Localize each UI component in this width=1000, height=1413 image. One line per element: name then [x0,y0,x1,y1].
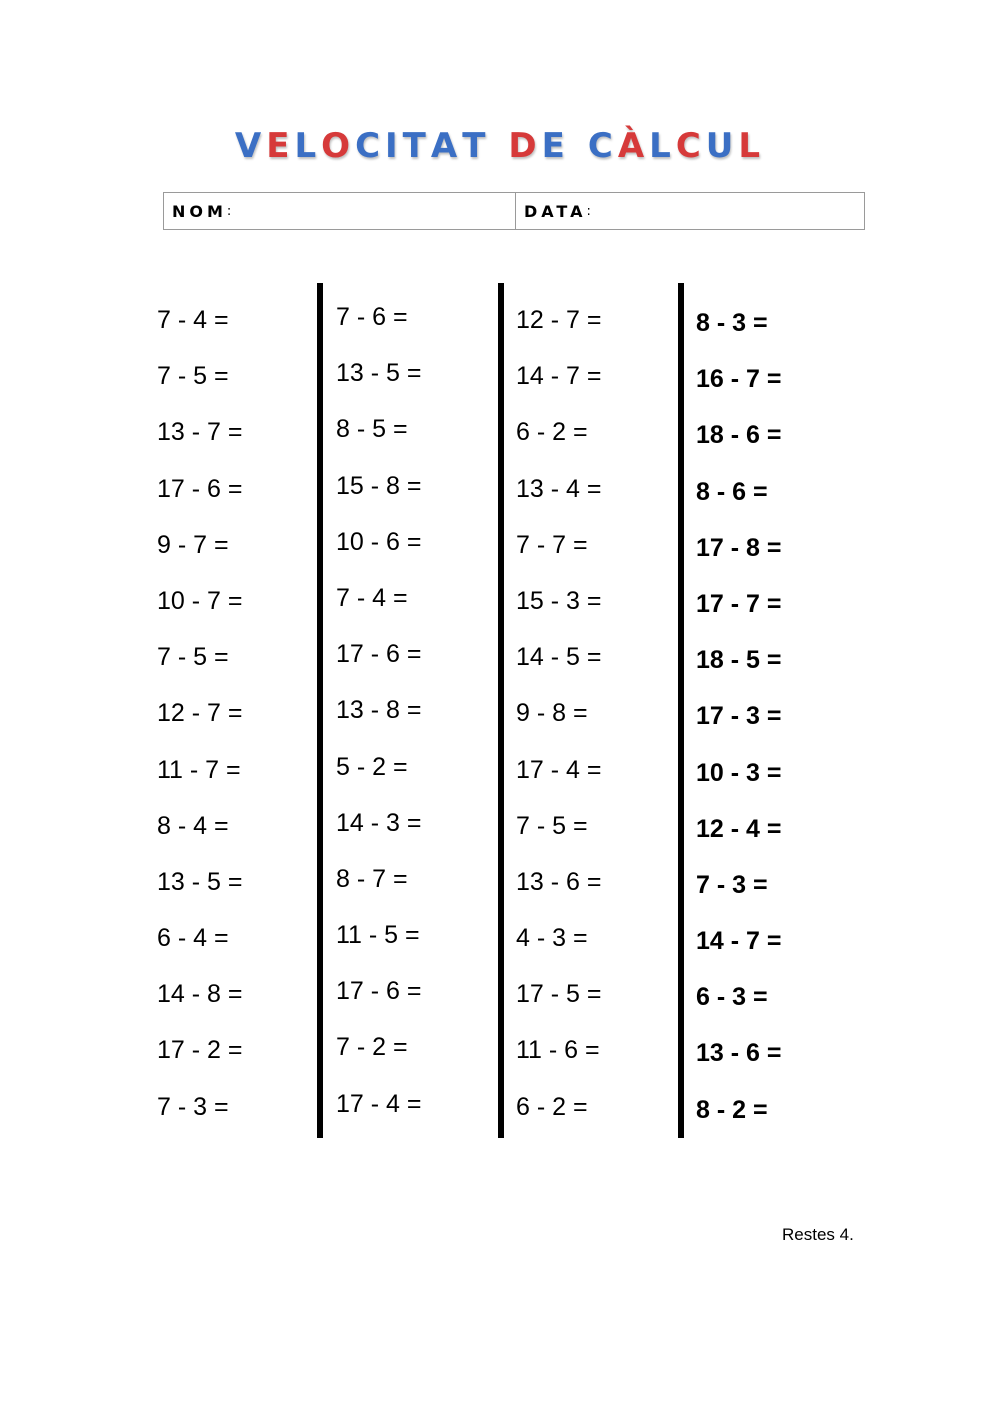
date-label: DATA [524,201,587,221]
exercise: 12 - 4 = [696,814,782,843]
exercise: 7 - 7 = [516,530,588,559]
exercise: 16 - 7 = [696,365,782,394]
exercise: 8 - 4 = [157,811,229,840]
exercise: 12 - 7 = [157,699,243,728]
title-letter: A [430,126,463,166]
exercise: 8 - 2 = [696,1095,768,1124]
exercise: 7 - 3 = [157,1092,229,1121]
exercise: 6 - 3 = [696,983,768,1012]
exercise: 17 - 2 = [157,1036,243,1065]
exercise: 8 - 6 = [696,477,768,506]
exercise: 13 - 5 = [336,359,422,388]
column-divider [317,283,323,1138]
exercise: 4 - 3 = [516,924,588,953]
title-letter: L [738,126,766,166]
exercise: 8 - 5 = [336,415,408,444]
exercise: 8 - 7 = [336,864,408,893]
title-letter: D [508,126,542,166]
exercise: 7 - 5 = [157,643,229,672]
exercise: 7 - 6 = [336,303,408,331]
exercise: 15 - 8 = [336,471,422,500]
name-field[interactable] [164,193,516,229]
exercise-column-4 [696,308,781,1151]
exercise: 17 - 4 = [336,1089,422,1118]
title-letter: T [462,126,491,166]
exercise: 10 - 3 = [696,758,782,787]
column-divider [678,283,684,1138]
exercise: 6 - 2 = [516,1092,588,1121]
exercise: 7 - 4 = [336,583,408,612]
exercise: 17 - 4 = [516,755,602,784]
exercise: 7 - 3 = [696,870,768,899]
exercise: 7 - 2 = [336,1033,408,1062]
exercise-column-1 [157,305,242,1148]
exercise-column-3 [516,305,601,1148]
title-letter: C [587,126,618,166]
title-letter: E [266,126,295,166]
title-letter: C [675,126,706,166]
exercise: 14 - 5 = [516,643,602,672]
exercise: 7 - 5 = [516,811,588,840]
title-letter: O [321,126,356,166]
exercise: 17 - 6 = [336,640,422,669]
exercise: 9 - 8 = [516,699,588,728]
exercise-column-2 [336,302,421,1145]
exercise: 18 - 5 = [696,646,782,675]
exercise: 6 - 2 = [516,418,588,447]
column-divider [498,283,504,1138]
exercise: 10 - 6 = [336,527,422,556]
exercise: 14 - 3 = [336,808,422,837]
title-letter: L [294,126,322,166]
exercise: 13 - 7 = [157,418,243,447]
exercise: 13 - 6 = [516,867,602,896]
exercise: 13 - 8 = [336,696,422,725]
date-field[interactable] [516,193,864,229]
exercise: 13 - 5 = [157,867,243,896]
title-letter: C [355,126,386,166]
exercise: 18 - 6 = [696,421,782,450]
exercise: 10 - 7 = [157,586,243,615]
exercise: 17 - 7 = [696,589,782,618]
exercise: 8 - 3 = [696,309,768,337]
exercise: 6 - 4 = [157,924,229,953]
exercise: 12 - 7 = [516,306,602,334]
exercise: 7 - 5 = [157,362,229,391]
date-colon: : [586,203,591,219]
exercise: 11 - 6 = [516,1036,600,1065]
exercise: 11 - 7 = [157,755,241,784]
title-letter: V [234,126,267,166]
exercise: 7 - 4 = [157,306,229,334]
exercise: 5 - 2 = [336,752,408,781]
exercise: 9 - 7 = [157,530,229,559]
exercise: 17 - 8 = [696,533,782,562]
name-colon: : [226,203,232,219]
exercise: 11 - 5 = [336,921,420,950]
exercise: 17 - 6 = [157,474,243,503]
exercise: 14 - 8 = [157,980,243,1009]
exercise: 13 - 4 = [516,474,602,503]
title-letter: L [649,126,676,166]
title-letter: E [541,126,570,166]
worksheet-label: Restes 4. [782,1225,854,1244]
title-letter: T [402,126,431,166]
title-letter: I [385,126,403,166]
exercise: 13 - 6 = [696,1039,782,1068]
title-letter: À [617,126,650,166]
exercise: 15 - 3 = [516,586,602,615]
exercise: 14 - 7 = [696,927,782,956]
exercise: 17 - 6 = [336,977,422,1006]
student-info-table [163,192,865,230]
exercise: 17 - 3 = [696,702,782,731]
page-title [0,126,1000,166]
title-letter: U [705,126,739,166]
exercise: 14 - 7 = [516,362,602,391]
exercise: 17 - 5 = [516,980,602,1009]
name-label: NOM [172,201,227,221]
